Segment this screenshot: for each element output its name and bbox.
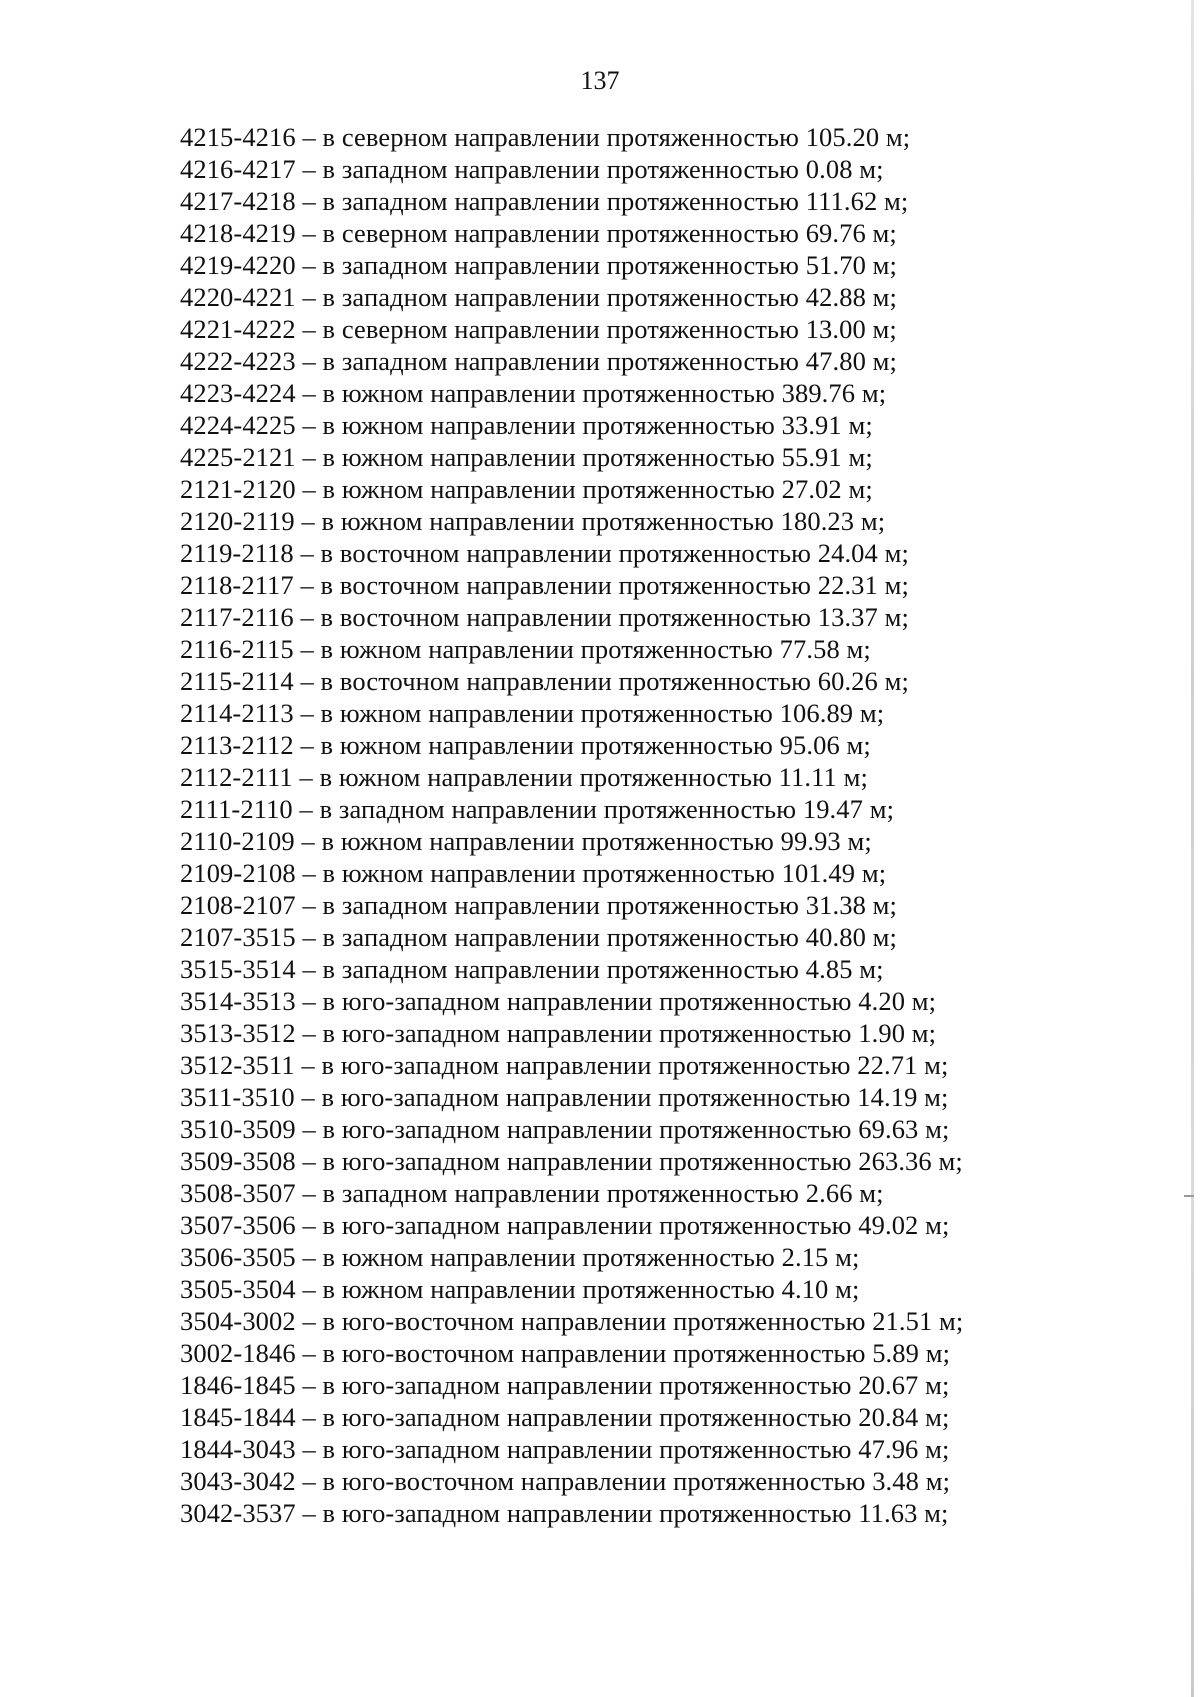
boundary-line: 3513-3512 – в юго-западном направлении протяженностью 1.90 м;: [180, 1018, 937, 1048]
boundary-line: 2108-2107 – в западном направлении протяженностью 31.38 м;: [180, 890, 897, 920]
boundary-line: 4215-4216 – в северном направлении протяженностью 105.20 м;: [180, 122, 911, 152]
boundary-line: 3507-3506 – в юго-западном направлении протяженностью 49.02 м;: [180, 1210, 950, 1240]
scan-mark: [1184, 1195, 1194, 1197]
boundary-line: 4225-2121 – в южном направлении протяженностью 55.91 м;: [180, 442, 873, 472]
boundary-line: 3043-3042 – в юго-восточном направлении протяженностью 3.48 м;: [180, 1466, 951, 1496]
boundary-line: 2121-2120 – в южном направлении протяженностью 27.02 м;: [180, 474, 873, 504]
boundary-line: 1846-1845 – в юго-западном направлении протяженностью 20.67 м;: [180, 1370, 950, 1400]
boundary-line: 4224-4225 – в южном направлении протяженностью 33.91 м;: [180, 410, 873, 440]
boundary-line: 2113-2112 – в южном направлении протяженностью 95.06 м;: [180, 730, 871, 760]
boundary-line: 4217-4218 – в западном направлении протяженностью 111.62 м;: [180, 186, 909, 216]
boundary-line: 3002-1846 – в юго-восточном направлении протяженностью 5.89 м;: [180, 1338, 951, 1368]
boundary-line: 3504-3002 – в юго-восточном направлении протяженностью 21.51 м;: [180, 1306, 964, 1336]
boundary-line: 2114-2113 – в южном направлении протяженностью 106.89 м;: [180, 698, 885, 728]
boundary-line: 1845-1844 – в юго-западном направлении протяженностью 20.84 м;: [180, 1402, 950, 1432]
boundary-line: 4216-4217 – в западном направлении протяженностью 0.08 м;: [180, 154, 884, 184]
boundary-line: 2109-2108 – в южном направлении протяженностью 101.49 м;: [180, 858, 887, 888]
page-number: 137: [580, 66, 620, 95]
boundary-line: 3042-3537 – в юго-западном направлении протяженностью 11.63 м;: [180, 1498, 949, 1528]
boundary-line: 4220-4221 – в западном направлении протяженностью 42.88 м;: [180, 282, 897, 312]
boundary-line: 2110-2109 – в южном направлении протяженностью 99.93 м;: [180, 826, 872, 856]
boundary-line: 3506-3505 – в южном направлении протяженностью 2.15 м;: [180, 1242, 860, 1272]
boundary-line: 2117-2116 – в восточном направлении протяженностью 13.37 м;: [180, 602, 909, 632]
boundary-line: 4219-4220 – в западном направлении протяженностью 51.70 м;: [180, 250, 897, 280]
boundary-line: 3505-3504 – в южном направлении протяженностью 4.10 м;: [180, 1274, 860, 1304]
boundary-line: 3510-3509 – в юго-западном направлении протяженностью 69.63 м;: [180, 1114, 950, 1144]
boundary-line: 2118-2117 – в восточном направлении протяженностью 22.31 м;: [180, 570, 909, 600]
boundary-line: 2120-2119 – в южном направлении протяженностью 180.23 м;: [180, 506, 886, 536]
boundary-line: 4222-4223 – в западном направлении протяженностью 47.80 м;: [180, 346, 897, 376]
boundary-description-list: [180, 121, 963, 1529]
boundary-line: 3509-3508 – в юго-западном направлении протяженностью 263.36 м;: [180, 1146, 963, 1176]
scan-edge: [1191, 0, 1194, 1697]
boundary-line: 4221-4222 – в северном направлении протяженностью 13.00 м;: [180, 314, 897, 344]
boundary-line: 2107-3515 – в западном направлении протяженностью 40.80 м;: [180, 922, 897, 952]
boundary-line: 3508-3507 – в западном направлении протяженностью 2.66 м;: [180, 1178, 884, 1208]
boundary-line: 3514-3513 – в юго-западном направлении протяженностью 4.20 м;: [180, 986, 937, 1016]
boundary-line: 2111-2110 – в западном направлении протяженностью 19.47 м;: [180, 794, 895, 824]
boundary-line: 3512-3511 – в юго-западном направлении протяженностью 22.71 м;: [180, 1050, 949, 1080]
boundary-line: 3515-3514 – в западном направлении протяженностью 4.85 м;: [180, 954, 884, 984]
boundary-line: 3511-3510 – в юго-западном направлении протяженностью 14.19 м;: [180, 1082, 949, 1112]
boundary-line: 4223-4224 – в южном направлении протяженностью 389.76 м;: [180, 378, 887, 408]
boundary-line: 2116-2115 – в южном направлении протяженностью 77.58 м;: [180, 634, 871, 664]
boundary-line: 2112-2111 – в южном направлении протяженностью 11.11 м;: [180, 762, 868, 792]
boundary-line: 2115-2114 – в восточном направлении протяженностью 60.26 м;: [180, 666, 909, 696]
boundary-line: 2119-2118 – в восточном направлении протяженностью 24.04 м;: [180, 538, 909, 568]
boundary-line: 4218-4219 – в северном направлении протяженностью 69.76 м;: [180, 218, 897, 248]
boundary-line: 1844-3043 – в юго-западном направлении протяженностью 47.96 м;: [180, 1434, 950, 1464]
